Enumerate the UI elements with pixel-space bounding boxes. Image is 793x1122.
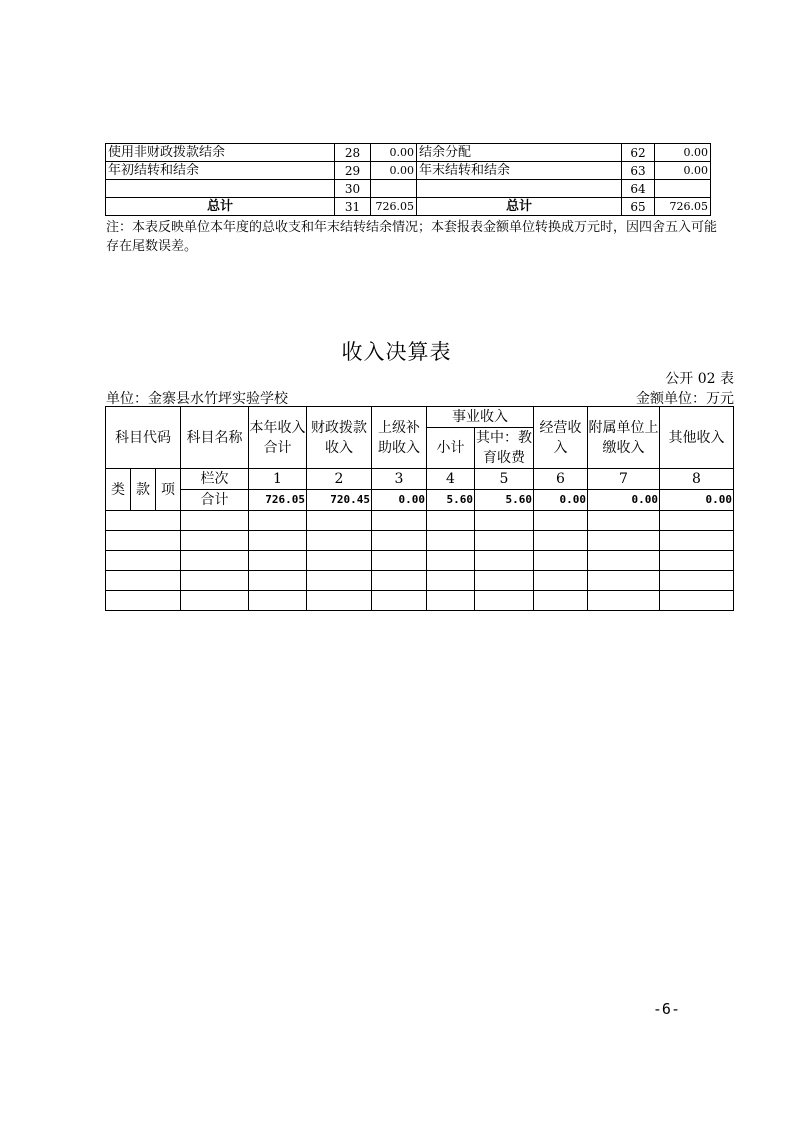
header-education: 其中：教育收费	[475, 428, 534, 469]
total-label: 合计	[181, 490, 249, 511]
column-number: 4	[427, 469, 475, 490]
table-row	[106, 551, 734, 571]
header-other: 其他收入	[660, 407, 734, 469]
left-label: 年初结转和结余	[106, 162, 335, 180]
total-value: 5.60	[475, 490, 534, 511]
total-row	[106, 490, 734, 511]
header-subtotal: 小计	[427, 428, 475, 469]
total-value: 0.00	[534, 490, 588, 511]
right-value: 0.00	[655, 162, 711, 180]
header-row	[106, 407, 734, 428]
column-number: 5	[475, 469, 534, 490]
unit-label: 单位：金寨县水竹坪实验学校	[106, 391, 288, 407]
column-number: 1	[249, 469, 307, 490]
left-value: 0.00	[371, 144, 417, 162]
header-class: 类	[106, 469, 131, 511]
income-statement-table	[105, 406, 734, 611]
left-total-label: 总计	[106, 198, 335, 216]
column-number: 2	[307, 469, 372, 490]
left-label	[106, 180, 335, 198]
right-value: 0.00	[655, 144, 711, 162]
table-row	[106, 162, 711, 180]
right-index: 65	[622, 198, 655, 216]
column-number: 7	[588, 469, 660, 490]
column-number: 6	[534, 469, 588, 490]
left-label: 使用非财政拨款结余	[106, 144, 335, 162]
left-value: 0.00	[371, 162, 417, 180]
money-unit-label: 金额单位：万元	[636, 391, 734, 407]
header-subject-code: 科目代码	[106, 407, 181, 469]
header-fiscal: 财政拨款收入	[307, 407, 372, 469]
right-index: 63	[622, 162, 655, 180]
table-note: 注：本表反映单位本年度的总收支和年末结转结余情况；本套报表金额单位转换成万元时，因四舍五入可能存在尾数误差。	[106, 220, 718, 254]
total-row	[106, 198, 711, 216]
page-number: -6-	[652, 1000, 680, 1018]
total-value: 0.00	[372, 490, 427, 511]
right-total-label: 总计	[417, 198, 622, 216]
header-section: 款	[131, 469, 156, 511]
header-total-income: 本年收入合计	[249, 407, 307, 469]
header-operating: 经营收入	[534, 407, 588, 469]
left-index: 30	[335, 180, 371, 198]
header-superior: 上级补助收入	[372, 407, 427, 469]
table-row	[106, 144, 711, 162]
right-index: 62	[622, 144, 655, 162]
right-label: 年末结转和结余	[417, 162, 622, 180]
header-affiliated: 附属单位上缴收入	[588, 407, 660, 469]
column-number: 3	[372, 469, 427, 490]
right-label: 结余分配	[417, 144, 622, 162]
table-row	[106, 511, 734, 531]
total-value: 0.00	[660, 490, 734, 511]
right-label	[417, 180, 622, 198]
column-number-row	[106, 469, 734, 490]
left-index: 29	[335, 162, 371, 180]
balance-summary-table	[105, 143, 711, 216]
right-value	[655, 180, 711, 198]
table-row	[106, 180, 711, 198]
left-total-value: 726.05	[371, 198, 417, 216]
table-row	[106, 571, 734, 591]
left-index: 28	[335, 144, 371, 162]
left-index: 31	[335, 198, 371, 216]
total-value: 726.05	[249, 490, 307, 511]
table-row	[106, 591, 734, 611]
column-no-label: 栏次	[181, 469, 249, 490]
column-number: 8	[660, 469, 734, 490]
total-value: 5.60	[427, 490, 475, 511]
header-item: 项	[156, 469, 181, 511]
table-row	[106, 531, 734, 551]
total-value: 0.00	[588, 490, 660, 511]
total-value: 720.45	[307, 490, 372, 511]
right-index: 64	[622, 180, 655, 198]
header-business: 事业收入	[427, 407, 534, 428]
form-number: 公开 02 表	[665, 371, 734, 387]
left-value	[371, 180, 417, 198]
header-subject-name: 科目名称	[181, 407, 249, 469]
page-title: 收入决算表	[341, 340, 452, 364]
right-total-value: 726.05	[655, 198, 711, 216]
